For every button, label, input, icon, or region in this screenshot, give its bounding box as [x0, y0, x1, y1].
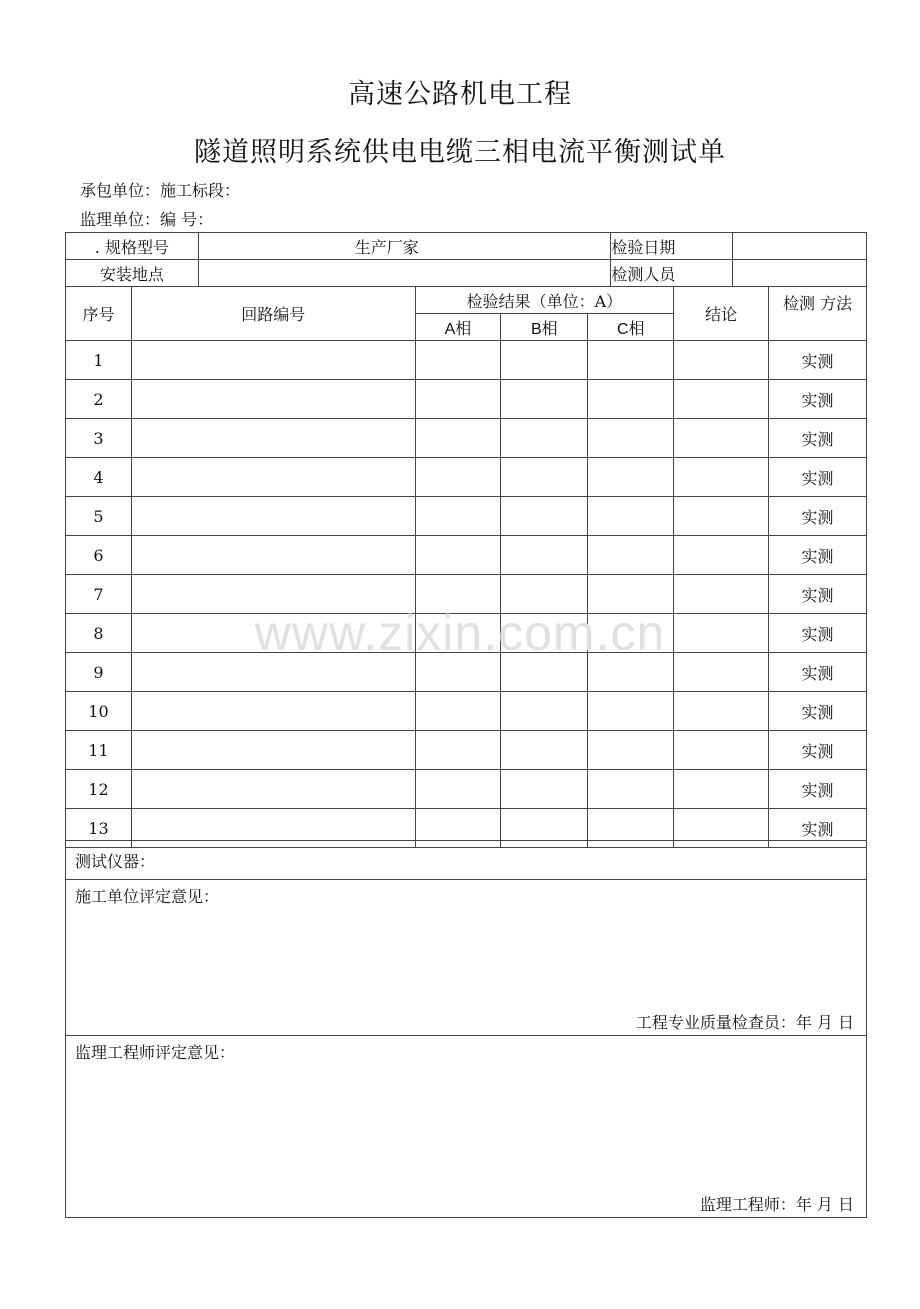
phase-a-cell[interactable]	[415, 341, 501, 380]
phase-a-cell[interactable]	[415, 692, 501, 731]
phase-c-cell[interactable]	[588, 380, 674, 419]
supervisor-line: 监理单位：编 号：	[80, 210, 214, 229]
info-table	[65, 232, 867, 287]
phase-b-cell[interactable]	[501, 536, 588, 575]
table-row	[66, 692, 867, 731]
row-number: 10	[66, 692, 132, 731]
phase-c-cell[interactable]	[588, 614, 674, 653]
row-number: 11	[66, 731, 132, 770]
phase-a-cell[interactable]	[415, 458, 501, 497]
row-number: 1	[66, 341, 132, 380]
conclusion-header: 结论	[674, 287, 769, 341]
conclusion-cell[interactable]	[674, 614, 769, 653]
row-number: 6	[66, 536, 132, 575]
circuit-cell[interactable]	[131, 770, 415, 809]
table-row	[66, 419, 867, 458]
phase-c-cell[interactable]	[588, 536, 674, 575]
phase-c-cell[interactable]	[588, 731, 674, 770]
method-cell: 实测	[769, 692, 867, 731]
table-row	[66, 458, 867, 497]
method-cell: 实测	[769, 575, 867, 614]
phase-b-cell[interactable]	[501, 614, 588, 653]
document-title: 高速公路机电工程	[348, 79, 572, 110]
row-number: 9	[66, 653, 132, 692]
method-cell: 实测	[769, 770, 867, 809]
conclusion-cell[interactable]	[674, 692, 769, 731]
phase-b-cell[interactable]	[501, 692, 588, 731]
inspection-date-label: 检验日期	[611, 233, 733, 260]
supervisor-opinion-label: 监理工程师评定意见：	[75, 1043, 236, 1062]
method-cell: 实测	[769, 536, 867, 575]
contractor-opinion-box[interactable]	[66, 880, 867, 1036]
phase-c-cell[interactable]	[588, 692, 674, 731]
method-cell: 实测	[769, 653, 867, 692]
phase-c-cell[interactable]	[588, 341, 674, 380]
phase-c-header: C相	[588, 314, 674, 341]
method-cell: 实测	[769, 497, 867, 536]
contractor-line: 承包单位：施工标段：	[80, 181, 241, 200]
footer-table	[65, 840, 867, 1218]
tester-label: 检测人员	[611, 260, 733, 287]
circuit-cell[interactable]	[131, 731, 415, 770]
document-subtitle: 隧道照明系统供电电缆三相电流平衡测试单	[194, 137, 726, 168]
install-location-value[interactable]	[198, 260, 611, 287]
circuit-cell[interactable]	[131, 341, 415, 380]
phase-a-cell[interactable]	[415, 536, 501, 575]
result-header: 检验结果（单位：A）	[415, 287, 674, 314]
row-number: 3	[66, 419, 132, 458]
phase-c-cell[interactable]	[588, 575, 674, 614]
table-row	[66, 536, 867, 575]
conclusion-cell[interactable]	[674, 536, 769, 575]
phase-c-cell[interactable]	[588, 653, 674, 692]
instrument-field[interactable]: 测试仪器：	[66, 841, 867, 880]
phase-a-cell[interactable]	[415, 770, 501, 809]
circuit-cell[interactable]	[131, 458, 415, 497]
row-number: 4	[66, 458, 132, 497]
manufacturer-label: 生产厂家	[198, 233, 611, 260]
phase-b-cell[interactable]	[501, 770, 588, 809]
method-cell: 实测	[769, 380, 867, 419]
circuit-cell[interactable]	[131, 419, 415, 458]
phase-a-header: A相	[415, 314, 501, 341]
conclusion-cell[interactable]	[674, 770, 769, 809]
conclusion-cell[interactable]	[674, 653, 769, 692]
method-cell: 实测	[769, 614, 867, 653]
tester-value[interactable]	[733, 260, 867, 287]
phase-b-cell[interactable]	[501, 458, 588, 497]
circuit-cell[interactable]	[131, 380, 415, 419]
phase-b-header: B相	[501, 314, 588, 341]
circuit-cell[interactable]	[131, 497, 415, 536]
phase-a-cell[interactable]	[415, 497, 501, 536]
phase-b-cell[interactable]	[501, 341, 588, 380]
phase-b-cell[interactable]	[501, 380, 588, 419]
phase-a-cell[interactable]	[415, 731, 501, 770]
table-row	[66, 614, 867, 653]
conclusion-cell[interactable]	[674, 341, 769, 380]
phase-c-cell[interactable]	[588, 419, 674, 458]
circuit-cell[interactable]	[131, 614, 415, 653]
conclusion-cell[interactable]	[674, 497, 769, 536]
method-cell: 实测	[769, 731, 867, 770]
phase-a-cell[interactable]	[415, 653, 501, 692]
conclusion-cell[interactable]	[674, 575, 769, 614]
conclusion-cell[interactable]	[674, 419, 769, 458]
phase-a-cell[interactable]	[415, 575, 501, 614]
table-row	[66, 653, 867, 692]
conclusion-cell[interactable]	[674, 458, 769, 497]
conclusion-cell[interactable]	[674, 731, 769, 770]
table-row	[66, 575, 867, 614]
row-number: 2	[66, 380, 132, 419]
method-header: 检测 方法	[769, 287, 867, 341]
table-row	[66, 770, 867, 809]
method-cell: 实测	[769, 809, 867, 848]
phase-b-cell[interactable]	[501, 731, 588, 770]
phase-c-cell[interactable]	[588, 458, 674, 497]
conclusion-cell[interactable]	[674, 380, 769, 419]
circuit-cell[interactable]	[131, 653, 415, 692]
circuit-cell[interactable]	[131, 536, 415, 575]
table-row	[66, 731, 867, 770]
phase-a-cell[interactable]	[415, 419, 501, 458]
row-number: 12	[66, 770, 132, 809]
method-cell: 实测	[769, 458, 867, 497]
supervisor-signature-line: 监理工程师：年 月 日	[699, 1195, 854, 1214]
phase-b-cell[interactable]	[501, 419, 588, 458]
results-table	[65, 286, 867, 848]
phase-c-cell[interactable]	[588, 497, 674, 536]
circuit-cell[interactable]	[131, 692, 415, 731]
table-row	[66, 497, 867, 536]
phase-b-cell[interactable]	[501, 575, 588, 614]
phase-a-cell[interactable]	[415, 614, 501, 653]
method-cell: 实测	[769, 419, 867, 458]
phase-b-cell[interactable]	[501, 653, 588, 692]
table-row	[66, 380, 867, 419]
circuit-header: 回路编号	[131, 287, 415, 341]
method-cell: 实测	[769, 341, 867, 380]
spec-label: . 规格型号	[66, 233, 199, 260]
phase-a-cell[interactable]	[415, 380, 501, 419]
row-number: 7	[66, 575, 132, 614]
row-number: 8	[66, 614, 132, 653]
seq-header: 序号	[66, 287, 132, 341]
contractor-opinion-label: 施工单位评定意见：	[75, 887, 220, 906]
row-number: 13	[66, 809, 132, 848]
qc-signature-line: 工程专业质量检查员：年 月 日	[635, 1013, 854, 1032]
install-location-label: 安装地点	[66, 260, 199, 287]
phase-b-cell[interactable]	[501, 497, 588, 536]
table-row	[66, 341, 867, 380]
row-number: 5	[66, 497, 132, 536]
supervisor-opinion-box[interactable]	[66, 1036, 867, 1218]
inspection-date-value[interactable]	[733, 233, 867, 260]
circuit-cell[interactable]	[131, 575, 415, 614]
watermark: www.zixin.com.cn	[254, 605, 666, 661]
phase-c-cell[interactable]	[588, 770, 674, 809]
